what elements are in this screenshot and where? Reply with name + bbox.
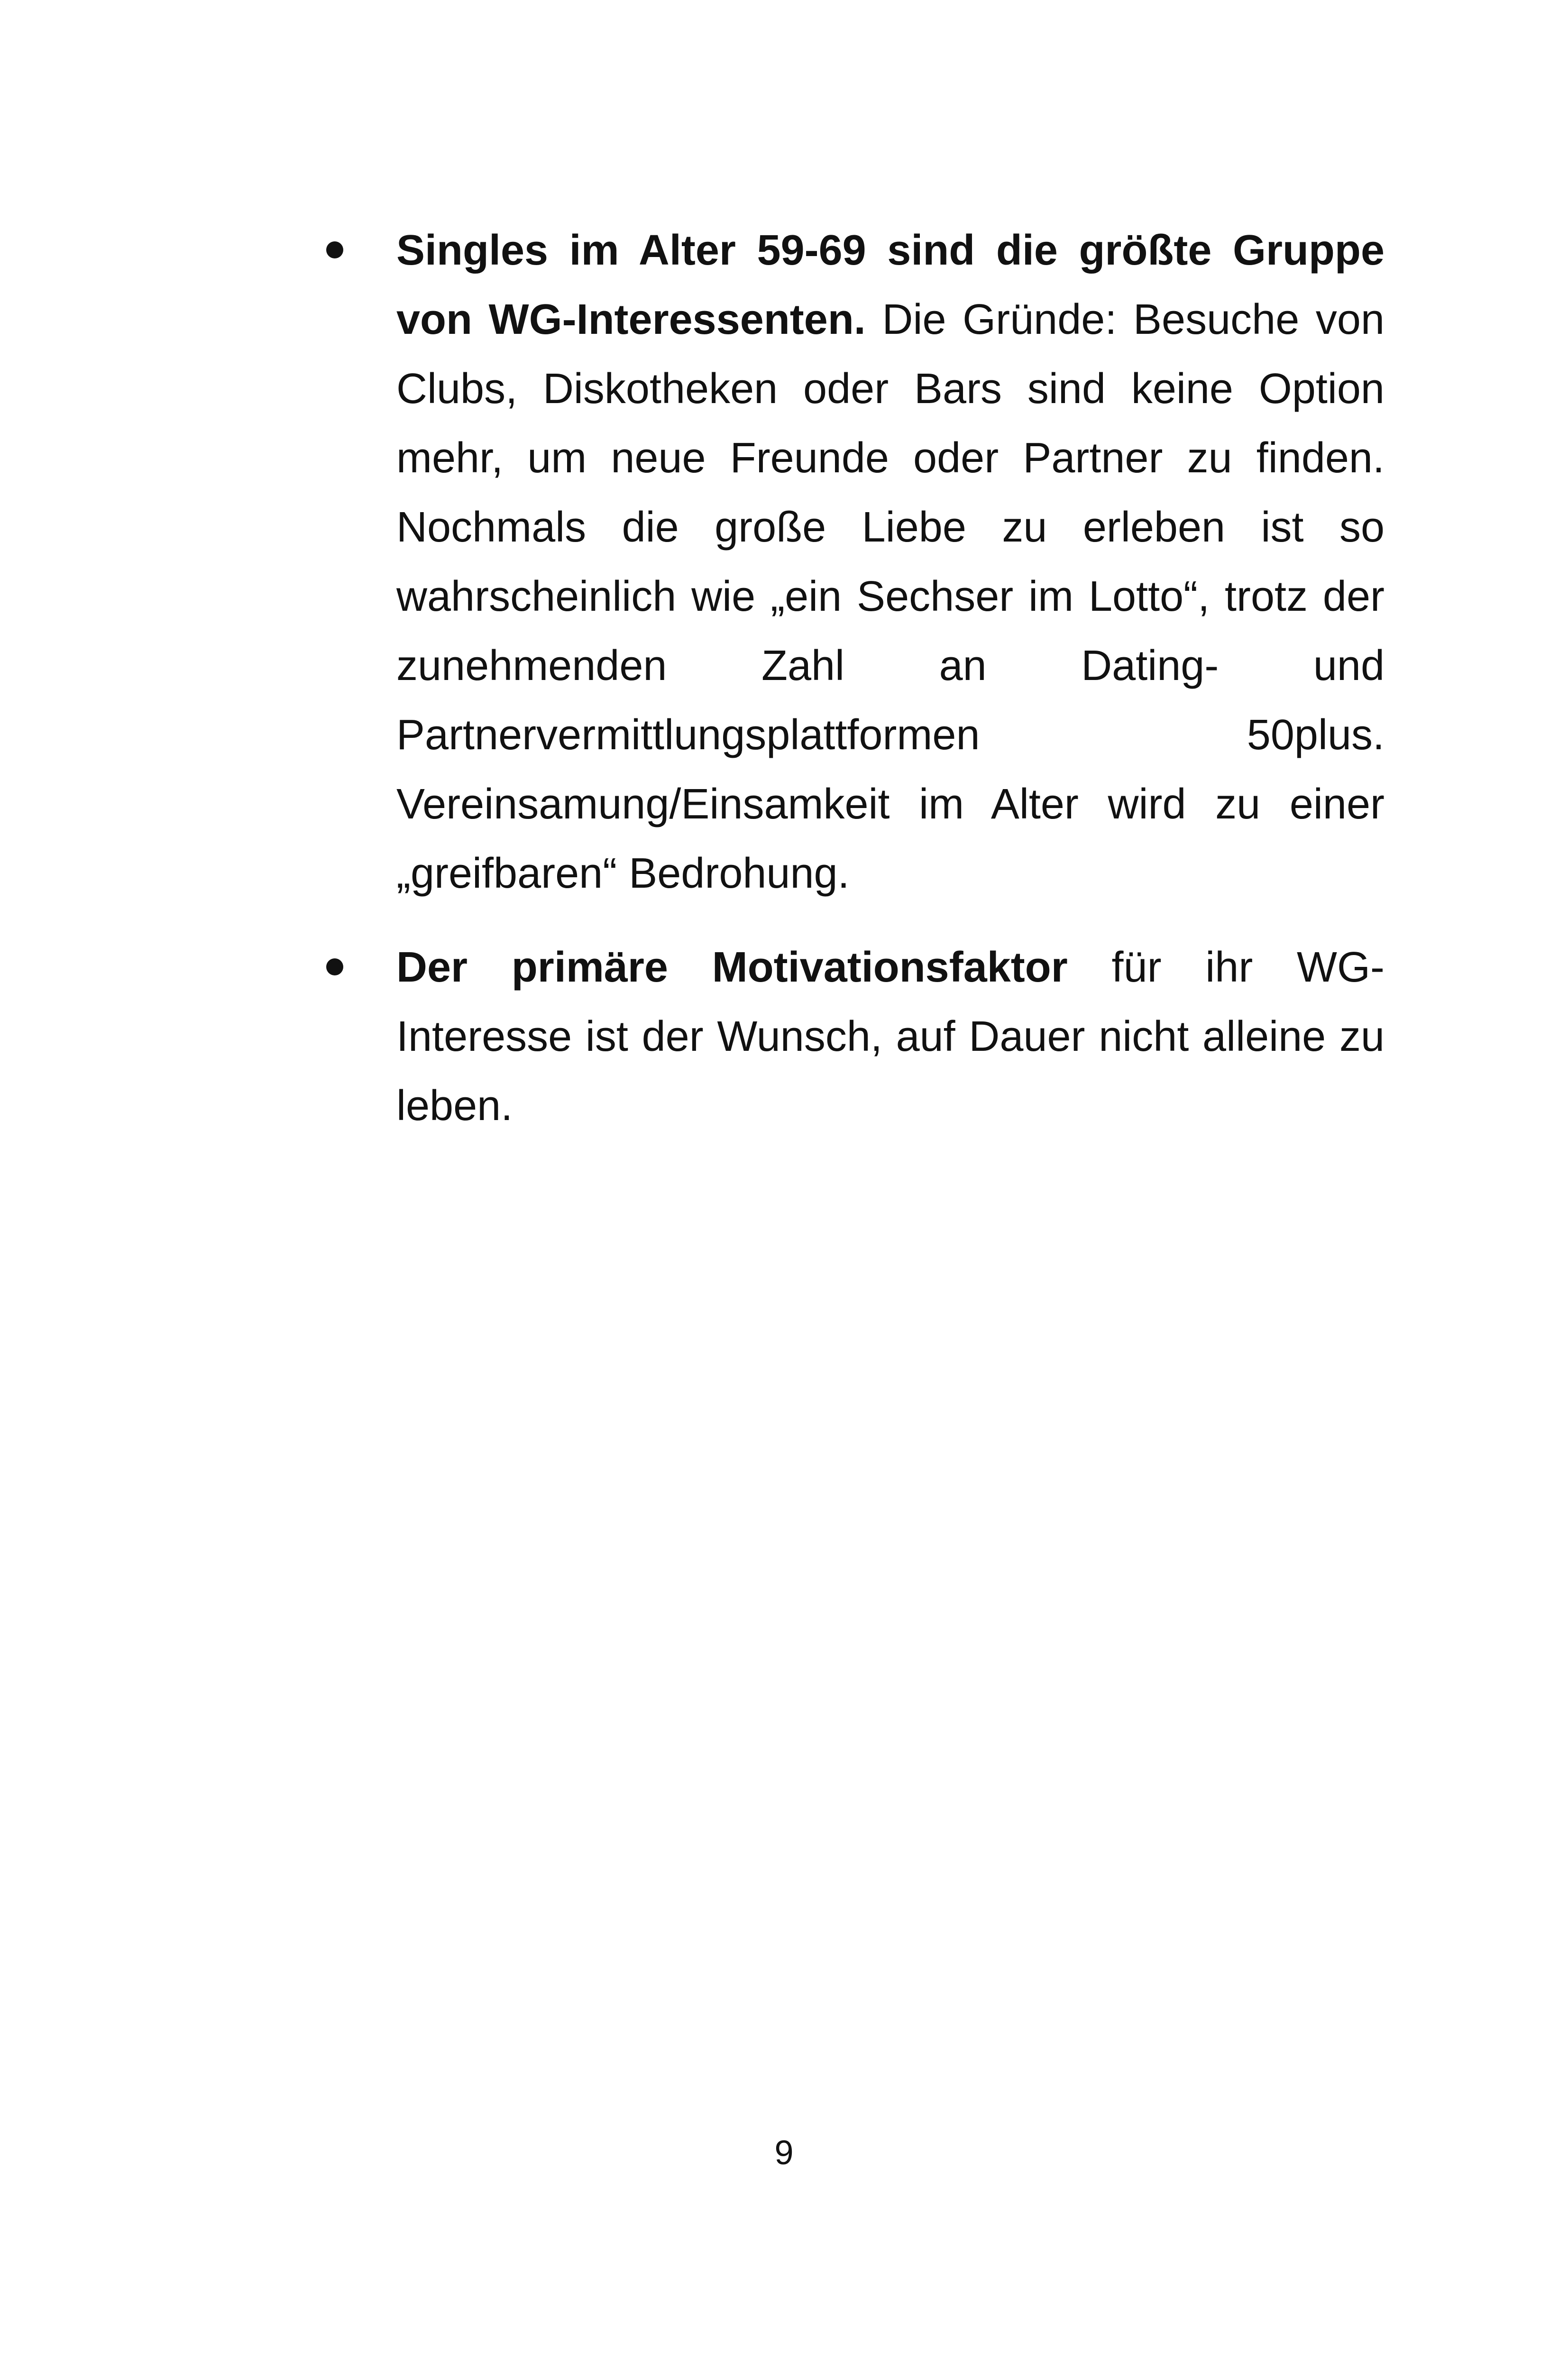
bullet-body-text: für ihr WG-Interesse ist der Wunsch, auf Dauer nicht alleine zu leben. [396, 944, 1385, 1130]
bullet-item-motivation [326, 933, 1385, 1140]
bullet-item-singles [326, 216, 1385, 908]
page-number: 9 [774, 2134, 794, 2172]
bullet-icon [326, 241, 343, 258]
bullet-bold-text: Der primäre Motivationsfaktor [396, 944, 1068, 991]
bullet-bold-text: Singles im Alter 59-69 sind die größte Gruppe von WG-Interessenten. [396, 227, 1385, 343]
bullet-list [326, 216, 1385, 1165]
bullet-text [396, 227, 1385, 897]
bullet-icon [326, 958, 343, 975]
bullet-body-text: Die Gründe: Besuche von Clubs, Diskotheken oder Bars sind keine Option mehr, um neue Freunde oder Partner zu finden. Nochmals die große Liebe zu erleben ist so wahrscheinlich wie „ein Sechser im Lotto“, trotz der zunehmenden Zahl an Dating- und Partnervermittlungsplattformen 50plus. Vereinsamung/Einsamkeit im Alter wird zu einer „greifbaren“ Bedrohung. [396, 296, 1385, 897]
bullet-text [396, 944, 1385, 1130]
